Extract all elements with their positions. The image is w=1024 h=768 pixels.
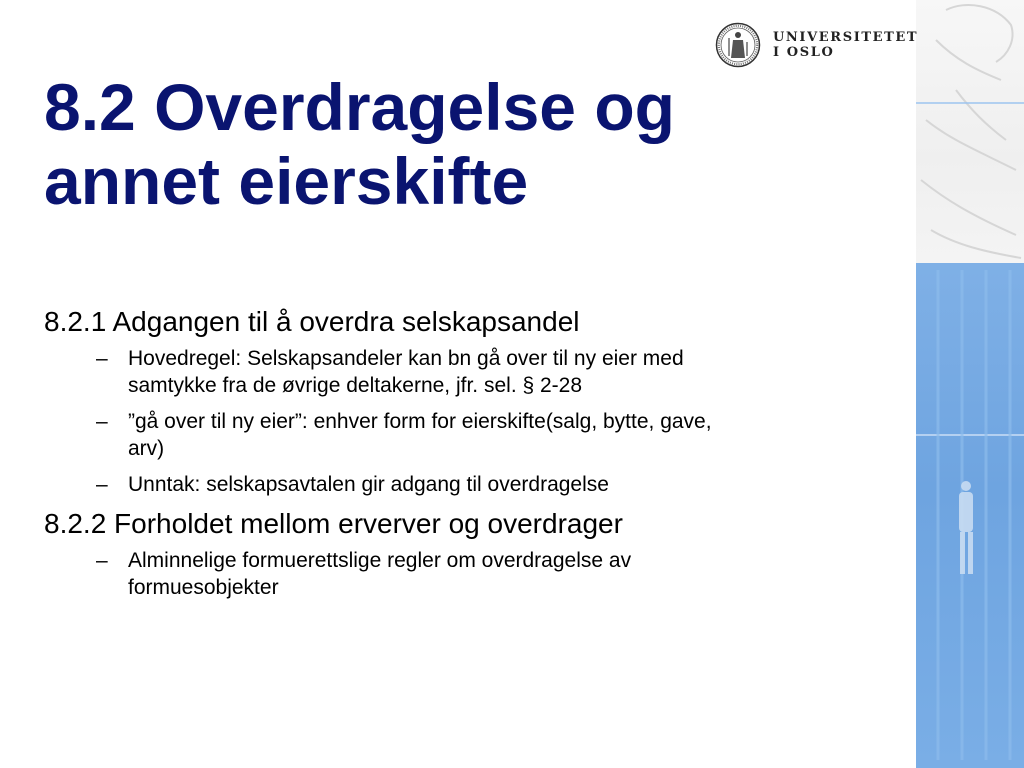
logo-line-2: I OSLO — [773, 45, 835, 60]
bullet-dash: – — [96, 549, 108, 572]
slide-title — [44, 70, 904, 218]
bullet-line: arv) — [128, 437, 165, 460]
university-logo — [715, 20, 918, 70]
section-heading-1: 8.2.1 Adgangen til å overdra selskapsandel — [44, 306, 580, 337]
bullet-line: ”gå over til ny eier”: enhver form for eierskifte(salg, bytte, gave, — [128, 410, 712, 433]
bullet-dash: – — [96, 410, 108, 433]
bullet-line: Hovedregel: Selskapsandeler kan bn gå over til ny eier med — [128, 347, 684, 370]
slide-content — [44, 305, 904, 610]
bullet-line: Unntak: selskapsavtalen gir adgang til overdragelse — [128, 473, 609, 496]
bullet-item — [44, 408, 904, 462]
decorative-side-strip — [916, 0, 1024, 768]
title-line-1: 8.2 Overdragelse og — [44, 70, 675, 144]
bullet-dash: – — [96, 473, 108, 496]
bullet-line: formuesobjekter — [128, 576, 279, 599]
bullet-item — [44, 547, 904, 601]
bullet-line: Alminnelige formuerettslige regler om overdragelse av — [128, 549, 632, 572]
bullet-line: samtykke fra de øvrige deltakerne, jfr. sel. § 2-28 — [128, 374, 583, 397]
bullet-dash: – — [96, 347, 108, 370]
university-seal-icon — [715, 22, 761, 68]
bullet-item — [44, 345, 904, 399]
statue-decoration-icon — [916, 0, 1024, 768]
bullet-item — [44, 471, 904, 498]
logo-line-1: UNIVERSITETET — [773, 30, 919, 45]
section-heading-2: 8.2.2 Forholdet mellom erverver og overdrager — [44, 508, 623, 539]
title-line-2: annet eierskifte — [44, 144, 529, 218]
university-name — [773, 30, 918, 60]
